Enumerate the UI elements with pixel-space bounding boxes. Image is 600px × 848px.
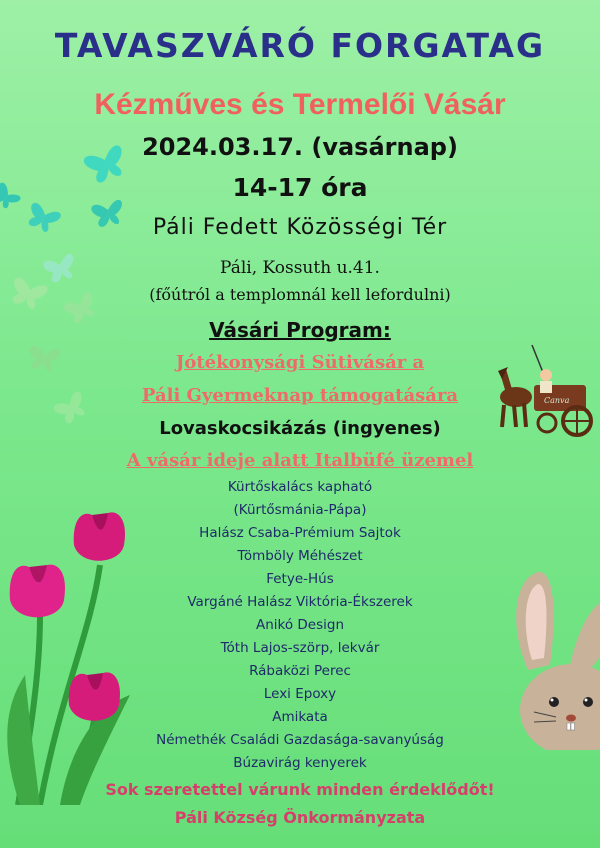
closing-message: Sok szeretettel várunk minden érdeklődőt!: [105, 780, 495, 799]
organizer-name: Páli Község Önkormányzata: [174, 808, 426, 827]
list-item: Rábaközi Perec: [249, 663, 351, 679]
event-date: 2024.03.17. (vasárnap): [142, 133, 458, 161]
list-item: Tóth Lajos-szörp, lekvár: [220, 640, 380, 656]
list-item: Kürtőskalács kapható: [227, 479, 373, 495]
poster-title: TAVASZVÁRÓ FORGATAG: [54, 26, 546, 65]
list-item: Tömböly Méhészet: [237, 548, 363, 564]
event-time: 14-17 óra: [232, 173, 368, 202]
list-item: Búzavirág kenyerek: [233, 755, 367, 771]
event-address: Páli, Kossuth u.41.: [220, 258, 380, 278]
list-item: (Kürtősmánia-Pápa): [233, 502, 367, 518]
list-item: Anikó Design: [255, 617, 345, 633]
event-venue: Páli Fedett Közösségi Tér: [152, 215, 448, 240]
list-item: Némethék Családi Gazdasága-savanyúság: [156, 732, 444, 748]
list-item: Vargáné Halász Viktória-Ékszerek: [187, 594, 413, 610]
vendor-list: [0, 476, 600, 775]
buffet-info: A vásár ideje alatt Italbüfé üzemel: [126, 450, 474, 471]
list-item: Fetye-Hús: [266, 571, 334, 587]
list-item: Lexi Epoxy: [263, 686, 337, 702]
list-item: Halász Csaba-Prémium Sajtok: [199, 525, 401, 541]
directions-note: (főútról a templomnál kell lefordulni): [149, 285, 451, 304]
poster-subtitle: Kézműves és Termelői Vásár: [94, 88, 506, 121]
carriage-watermark: Canva: [544, 396, 570, 405]
bake-sale-line1: Jótékonysági Sütivásár a: [175, 352, 425, 373]
program-heading: Vásári Program:: [209, 318, 391, 342]
carriage-ride: Lovaskocsikázás (ingyenes): [159, 418, 441, 439]
bake-sale-line2: Páli Gyermeknap támogatására: [141, 385, 459, 406]
list-item: Amikata: [272, 709, 328, 725]
